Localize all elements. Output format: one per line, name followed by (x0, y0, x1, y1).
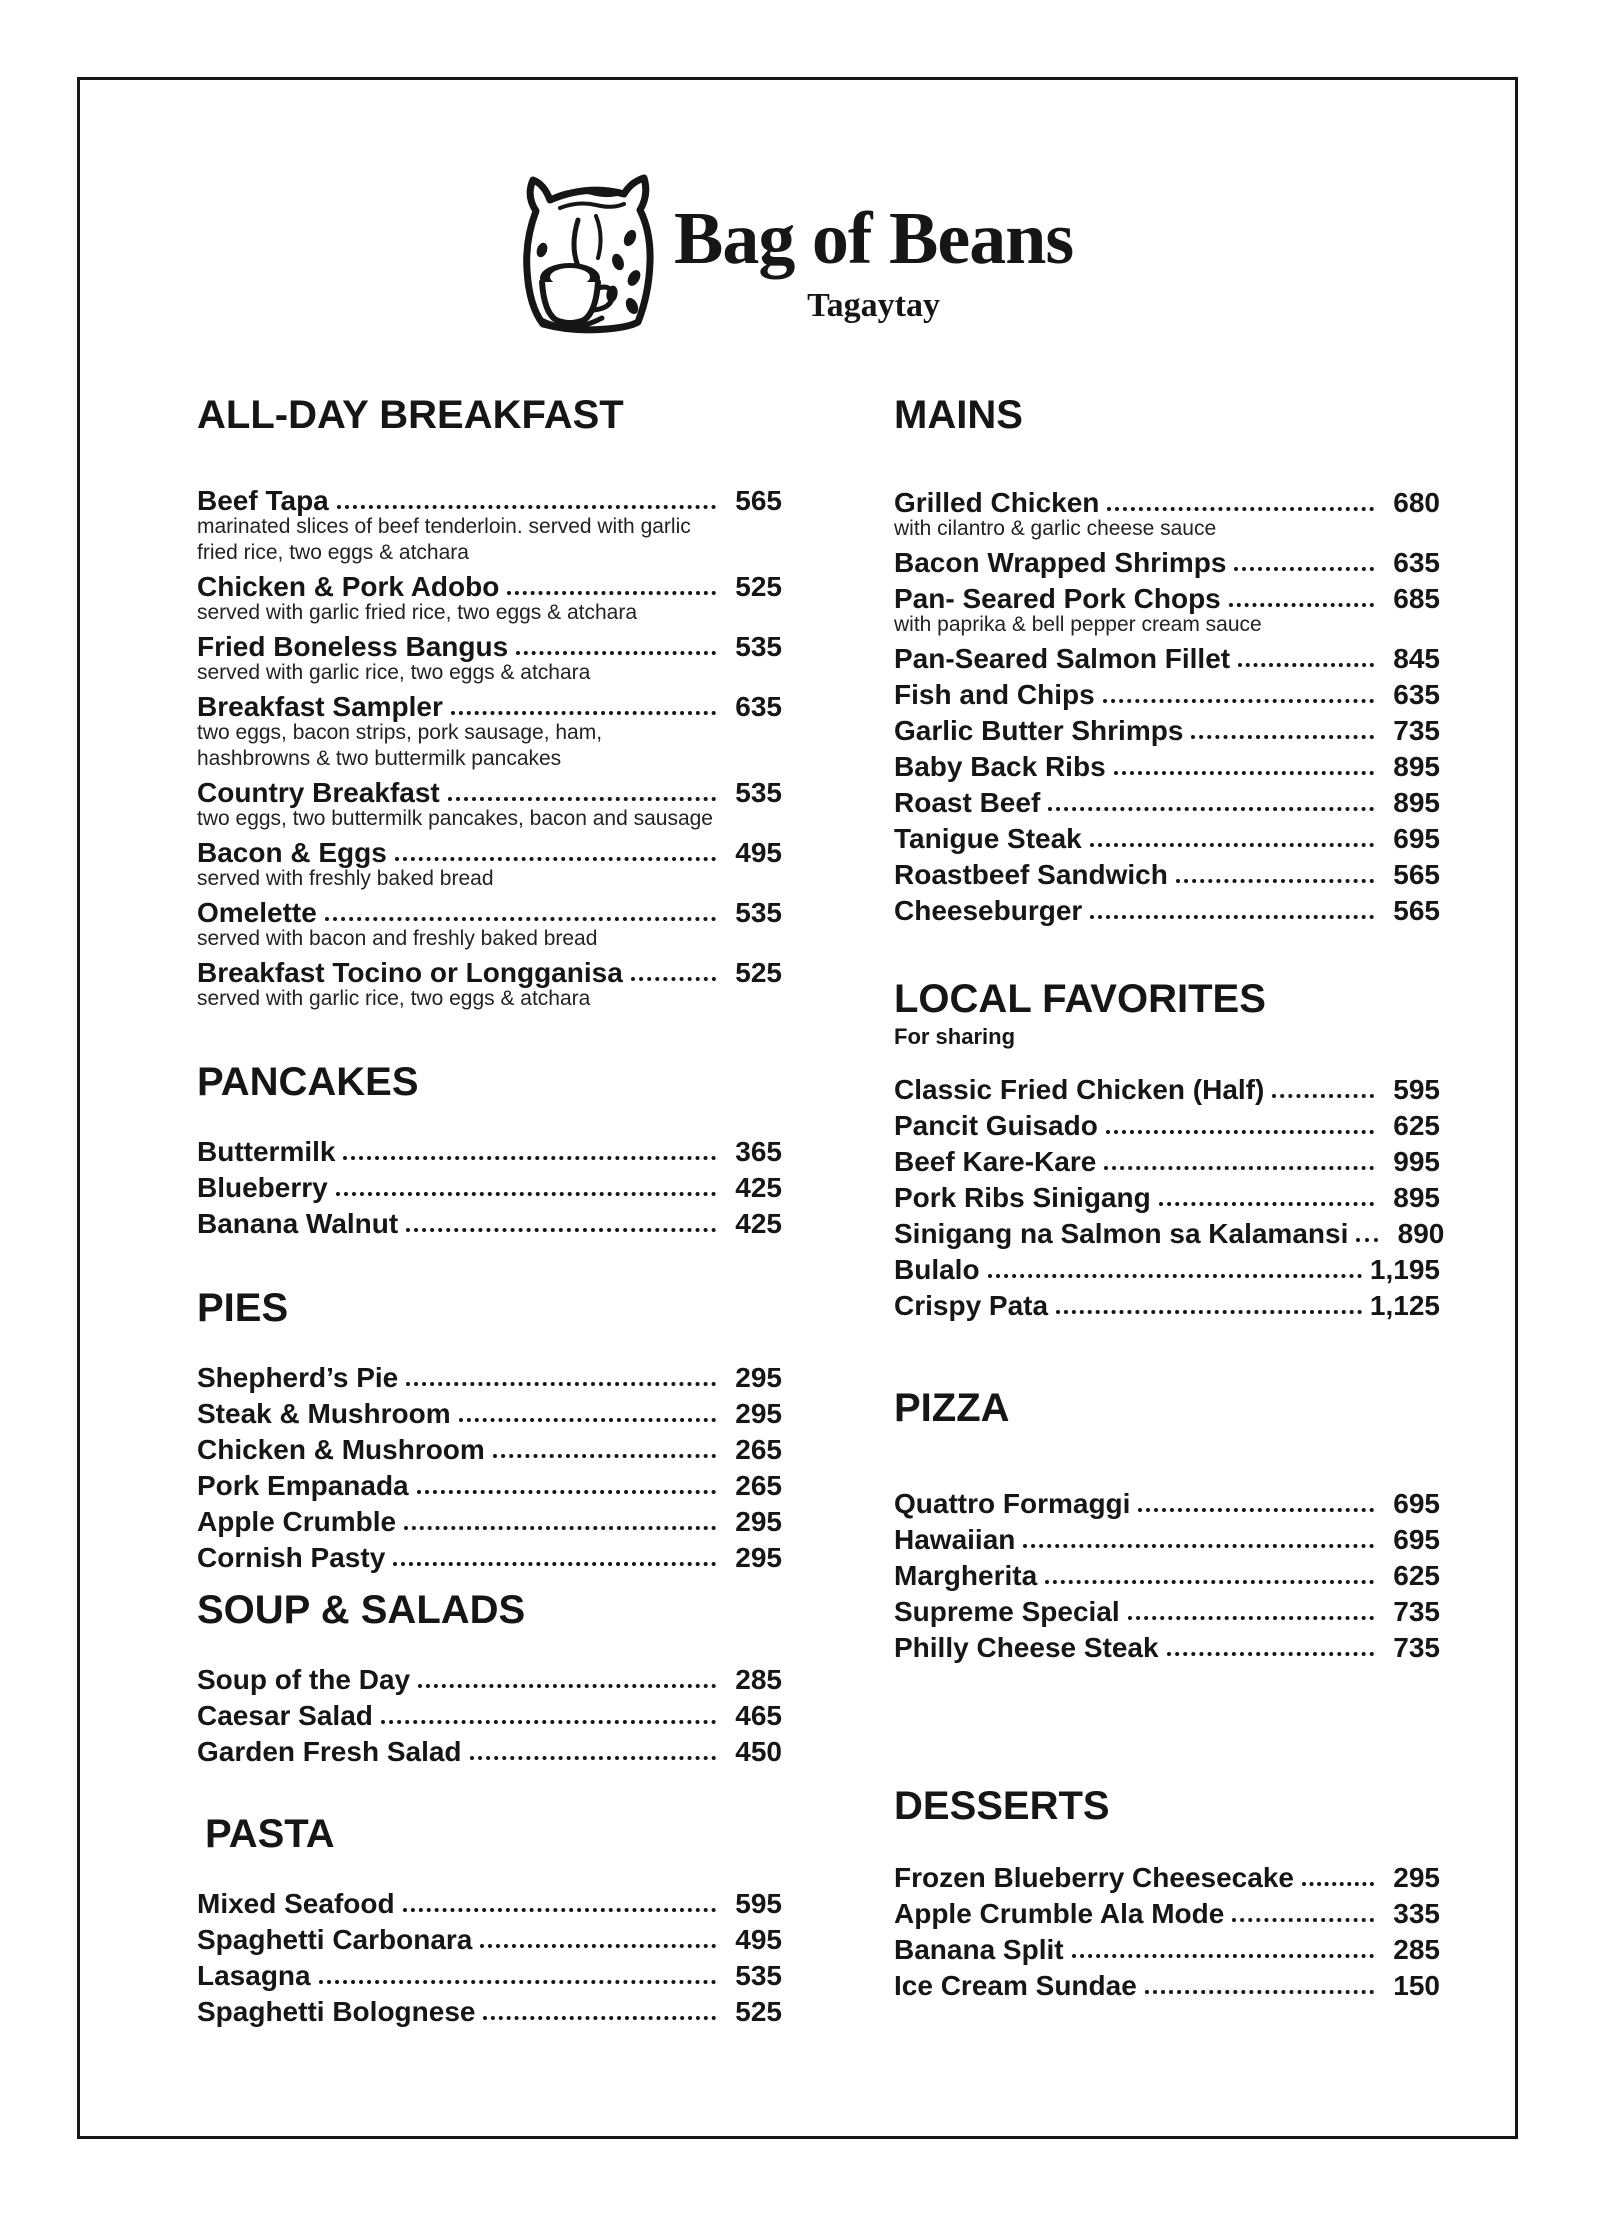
item-price: 535 (735, 897, 782, 928)
item-price: 265 (735, 1434, 782, 1465)
item-name: Cornish Pasty (197, 1542, 386, 1573)
dotted-leader (1145, 1990, 1374, 1994)
menu-item (894, 1252, 1440, 1288)
menu-item (197, 895, 782, 952)
menu-item-row (894, 1594, 1440, 1630)
menu-item (197, 1170, 782, 1206)
menu-item-row (197, 1886, 782, 1922)
dotted-leader (1104, 1166, 1374, 1170)
item-price: 285 (1393, 1934, 1440, 1965)
item-price: 285 (735, 1664, 782, 1695)
menu-item-row (197, 1698, 782, 1734)
menu-item-row (894, 545, 1440, 581)
section-title: SOUP & SALADS (197, 1588, 526, 1632)
item-name: Spaghetti Bolognese (197, 1996, 476, 2027)
item-name: Banana Walnut (197, 1208, 399, 1239)
menu-item-row (894, 1522, 1440, 1558)
dotted-leader (451, 711, 716, 715)
item-price: 565 (1393, 859, 1440, 890)
item-price: 895 (1393, 1182, 1440, 1213)
dotted-leader (483, 2016, 716, 2020)
item-name: Chicken & Mushroom (197, 1434, 485, 1465)
dotted-leader (631, 977, 716, 981)
menu-item-row (197, 1432, 782, 1468)
item-price: 845 (1393, 643, 1440, 674)
item-price: 295 (735, 1542, 782, 1573)
section-all-day-breakfast (197, 393, 782, 1012)
item-name: Roastbeef Sandwich (894, 859, 1168, 890)
menu-item (197, 689, 782, 772)
section-title: PANCAKES (197, 1060, 419, 1104)
menu-item (894, 1968, 1440, 2004)
section-title: MAINS (894, 393, 1023, 437)
menu-item (197, 1922, 782, 1958)
item-name: Tanigue Steak (894, 823, 1082, 854)
menu-item (894, 749, 1440, 785)
item-price: 265 (735, 1470, 782, 1501)
menu-item (197, 835, 782, 892)
section-items (197, 483, 782, 1012)
menu-item (894, 1288, 1440, 1324)
section-pies (197, 1286, 782, 1576)
menu-item (894, 1216, 1445, 1252)
item-name: Bacon Wrapped Shrimps (894, 547, 1227, 578)
item-name: Mixed Seafood (197, 1888, 395, 1919)
item-description: with cilantro & garlic cheese sauce (894, 517, 1217, 540)
menu-item (894, 1594, 1440, 1630)
section-items (894, 1860, 1440, 2004)
dotted-leader (1302, 1882, 1374, 1886)
menu-item (197, 1432, 782, 1468)
menu-item (894, 1108, 1440, 1144)
item-price: 295 (735, 1506, 782, 1537)
item-price: 595 (1393, 1074, 1440, 1105)
dotted-leader (1090, 843, 1374, 847)
menu-item (197, 1662, 782, 1698)
item-price: 625 (1393, 1110, 1440, 1141)
menu-item (197, 1994, 782, 2030)
section-items (894, 1072, 1445, 1324)
menu-item (894, 785, 1440, 821)
menu-item-row (197, 1734, 782, 1770)
menu-item-row (894, 1968, 1440, 2004)
item-name: Grilled Chicken (894, 487, 1100, 518)
menu-item (197, 1396, 782, 1432)
menu-item-row (894, 677, 1440, 713)
menu-item (197, 1698, 782, 1734)
menu-item (894, 1072, 1440, 1108)
menu-item (894, 893, 1440, 929)
dotted-leader (516, 651, 716, 655)
dotted-leader (1232, 1918, 1374, 1922)
item-name: Country Breakfast (197, 777, 440, 808)
dotted-leader (406, 1228, 716, 1232)
menu-item-row (894, 641, 1440, 677)
menu-item (894, 1932, 1440, 1968)
menu-item (894, 545, 1440, 581)
menu-item (894, 641, 1440, 677)
item-price: 535 (735, 1960, 782, 1991)
menu-item-row (894, 1896, 1440, 1932)
menu-item-row (894, 1932, 1440, 1968)
item-name: Hawaiian (894, 1524, 1016, 1555)
menu-item-row (894, 713, 1440, 749)
menu-item (894, 1522, 1440, 1558)
menu-item (197, 1734, 782, 1770)
item-price: 695 (1393, 1524, 1440, 1555)
dotted-leader (1045, 1580, 1374, 1584)
menu-item (894, 1896, 1440, 1932)
dotted-leader (1138, 1508, 1374, 1512)
item-price: 535 (735, 631, 782, 662)
item-price: 365 (735, 1136, 782, 1167)
dotted-leader (448, 797, 716, 801)
item-name: Beef Kare-Kare (894, 1146, 1097, 1177)
menu-item (894, 1558, 1440, 1594)
menu-item-row (894, 1180, 1440, 1216)
dotted-leader (404, 1526, 716, 1530)
item-price: 425 (735, 1208, 782, 1239)
dotted-leader (417, 1490, 716, 1494)
menu-item (197, 1360, 782, 1396)
item-name: Buttermilk (197, 1136, 336, 1167)
item-name: Bacon & Eggs (197, 837, 387, 868)
menu-item-row (197, 1396, 782, 1432)
section-title: PIZZA (894, 1386, 1010, 1430)
dotted-leader (418, 1684, 716, 1688)
item-name: Sinigang na Salmon sa Kalamansi (894, 1218, 1349, 1249)
menu-item (894, 857, 1440, 893)
menu-item-row (197, 1468, 782, 1504)
dotted-leader (1356, 1238, 1378, 1242)
dotted-leader (1167, 1652, 1374, 1656)
dotted-leader (1023, 1544, 1374, 1548)
item-name: Apple Crumble (197, 1506, 397, 1537)
dotted-leader (459, 1418, 716, 1422)
item-name: Crispy Pata (894, 1290, 1049, 1321)
item-price: 595 (735, 1888, 782, 1919)
section-title: LOCAL FAVORITES (894, 977, 1266, 1021)
item-name: Philly Cheese Steak (894, 1632, 1159, 1663)
menu-item-row (197, 1662, 782, 1698)
item-description: served with bacon and freshly baked bread (197, 927, 598, 950)
dotted-leader (1114, 771, 1374, 775)
dotted-leader (1090, 915, 1374, 919)
item-price: 1,125 (1369, 1290, 1440, 1321)
menu-item-row (894, 785, 1440, 821)
section-pancakes (197, 1060, 782, 1242)
item-price: 995 (1393, 1146, 1440, 1177)
dotted-leader (1234, 567, 1374, 571)
dotted-leader (1191, 735, 1374, 739)
dotted-leader (988, 1274, 1362, 1278)
section-pasta (197, 1812, 782, 2030)
menu-item (894, 1486, 1440, 1522)
menu-item (197, 1958, 782, 1994)
menu-item (894, 1860, 1440, 1896)
item-price: 895 (1393, 751, 1440, 782)
dotted-leader (343, 1156, 716, 1160)
section-soup-salads (197, 1588, 782, 1770)
item-price: 695 (1393, 1488, 1440, 1519)
item-name: Cheeseburger (894, 895, 1083, 926)
dotted-leader (1107, 507, 1374, 511)
item-name: Beef Tapa (197, 485, 329, 516)
menu-item-row (197, 1958, 782, 1994)
menu-item (894, 581, 1440, 638)
item-name: Breakfast Sampler (197, 691, 443, 722)
menu-item-row (894, 1144, 1440, 1180)
menu-item-row (894, 1216, 1445, 1252)
section-items (894, 485, 1440, 929)
dotted-leader (1238, 663, 1374, 667)
menu-item (197, 483, 782, 566)
menu-item (197, 1504, 782, 1540)
item-price: 335 (1393, 1898, 1440, 1929)
item-price: 525 (735, 1996, 782, 2027)
item-name: Bulalo (894, 1254, 980, 1285)
menu-item (197, 775, 782, 832)
brand-block (674, 198, 1073, 325)
section-pizza (894, 1386, 1440, 1666)
section-items (197, 1662, 782, 1770)
menu-column-right (894, 393, 1445, 2004)
item-price: 635 (1393, 679, 1440, 710)
dotted-leader (1128, 1616, 1374, 1620)
section-title: PIES (197, 1286, 289, 1330)
item-price: 525 (735, 571, 782, 602)
item-price: 635 (1393, 547, 1440, 578)
item-name: Baby Back Ribs (894, 751, 1106, 782)
menu-item-row (894, 1288, 1440, 1324)
menu-item (197, 1468, 782, 1504)
menu-item (197, 1886, 782, 1922)
dotted-leader (1056, 1310, 1362, 1314)
menu-item (197, 955, 782, 1012)
item-description: served with garlic fried rice, two eggs & atchara (197, 601, 638, 624)
menu-item (197, 1134, 782, 1170)
item-name: Pork Empanada (197, 1470, 409, 1501)
item-description: two eggs, bacon strips, pork sausage, ham, hashbrowns & two buttermilk pancakes (197, 721, 603, 770)
menu-item-row (894, 1252, 1440, 1288)
item-name: Breakfast Tocino or Longganisa (197, 957, 623, 988)
dotted-leader (480, 1944, 716, 1948)
dotted-leader (493, 1454, 716, 1458)
menu-item-row (197, 1170, 782, 1206)
item-description: served with garlic rice, two eggs & atchara (197, 987, 591, 1010)
menu-item (894, 821, 1440, 857)
menu-item-row (894, 893, 1440, 929)
item-name: Banana Split (894, 1934, 1064, 1965)
section-title: PASTA (205, 1812, 335, 1856)
item-price: 295 (735, 1398, 782, 1429)
item-price: 735 (1393, 715, 1440, 746)
dotted-leader (1159, 1202, 1374, 1206)
item-price: 150 (1393, 1970, 1440, 2001)
item-price: 565 (735, 485, 782, 516)
menu-item-row (894, 1630, 1440, 1666)
dotted-leader (1072, 1954, 1374, 1958)
dotted-leader (406, 1382, 716, 1386)
item-price: 565 (1393, 895, 1440, 926)
menu-item-row (894, 749, 1440, 785)
menu-item-row (894, 1072, 1440, 1108)
section-items (197, 1360, 782, 1576)
item-name: Roast Beef (894, 787, 1041, 818)
item-name: Garlic Butter Shrimps (894, 715, 1184, 746)
item-price: 635 (735, 691, 782, 722)
item-price: 465 (735, 1700, 782, 1731)
item-name: Blueberry (197, 1172, 328, 1203)
menu-item-row (894, 857, 1440, 893)
section-title: DESSERTS (894, 1784, 1110, 1828)
dotted-leader (381, 1720, 716, 1724)
section-items (894, 1486, 1440, 1666)
item-name: Lasagna (197, 1960, 311, 1991)
section-local-favorites (894, 977, 1445, 1324)
item-name: Apple Crumble Ala Mode (894, 1898, 1225, 1929)
item-name: Shepherd’s Pie (197, 1362, 399, 1393)
item-price: 685 (1393, 583, 1440, 614)
menu-item-row (894, 821, 1440, 857)
menu-item (894, 485, 1440, 542)
menu-item (894, 1144, 1440, 1180)
section-items (197, 1134, 782, 1242)
item-name: Steak & Mushroom (197, 1398, 451, 1429)
menu-item (197, 569, 782, 626)
item-name: Pancit Guisado (894, 1110, 1098, 1141)
item-name: Classic Fried Chicken (Half) (894, 1074, 1265, 1105)
item-price: 425 (735, 1172, 782, 1203)
item-name: Pan- Seared Pork Chops (894, 583, 1221, 614)
menu-item-row (197, 1504, 782, 1540)
brand-location: Tagaytay (807, 286, 941, 324)
dotted-leader (1106, 1130, 1374, 1134)
item-name: Supreme Special (894, 1596, 1120, 1627)
item-name: Pan-Seared Salmon Fillet (894, 643, 1231, 674)
menu-item (197, 1540, 782, 1576)
menu-item-row (197, 1360, 782, 1396)
item-description: two eggs, two buttermilk pancakes, bacon and sausage (197, 807, 713, 830)
section-mains (894, 393, 1440, 929)
item-price: 450 (735, 1736, 782, 1767)
item-description: with paprika & bell pepper cream sauce (894, 613, 1262, 636)
dotted-leader (336, 1192, 716, 1196)
menu-item (894, 1180, 1440, 1216)
item-price: 895 (1393, 787, 1440, 818)
brand-name: Bag of Beans (674, 198, 1074, 280)
dotted-leader (470, 1756, 716, 1760)
section-items (197, 1886, 782, 2030)
item-price: 495 (735, 1924, 782, 1955)
item-name: Garden Fresh Salad (197, 1736, 462, 1767)
coffee-sack-logo-icon (512, 166, 664, 341)
item-price: 535 (735, 777, 782, 808)
menu-item-row (894, 1108, 1440, 1144)
item-price: 695 (1393, 823, 1440, 854)
item-price: 625 (1393, 1560, 1440, 1591)
item-price: 735 (1393, 1596, 1440, 1627)
section-title: ALL-DAY BREAKFAST (197, 393, 624, 437)
dotted-leader (393, 1562, 716, 1566)
dotted-leader (1048, 807, 1374, 811)
item-name: Fried Boneless Bangus (197, 631, 509, 662)
menu-item-row (197, 1206, 782, 1242)
section-desserts (894, 1784, 1440, 2004)
item-name: Chicken & Pork Adobo (197, 571, 500, 602)
item-name: Frozen Blueberry Cheesecake (894, 1862, 1294, 1893)
section-subtitle: For sharing (894, 1024, 1016, 1049)
dotted-leader (395, 857, 716, 861)
menu-item (197, 629, 782, 686)
dotted-leader (1272, 1094, 1374, 1098)
item-name: Fish and Chips (894, 679, 1095, 710)
dotted-leader (319, 1980, 716, 1984)
item-price: 890 (1397, 1218, 1445, 1249)
item-description: served with freshly baked bread (197, 867, 494, 890)
menu-item (894, 677, 1440, 713)
dotted-leader (1229, 603, 1374, 607)
menu-item-row (197, 1922, 782, 1958)
dotted-leader (325, 917, 716, 921)
menu-item-row (894, 1486, 1440, 1522)
menu-column-left (197, 393, 782, 2030)
item-price: 1,195 (1369, 1254, 1440, 1285)
item-name: Pork Ribs Sinigang (894, 1182, 1151, 1213)
dotted-leader (1176, 879, 1374, 883)
menu-item-row (197, 1540, 782, 1576)
menu-item-row (894, 1558, 1440, 1594)
item-name: Margherita (894, 1560, 1038, 1591)
item-price: 735 (1393, 1632, 1440, 1663)
menu-item (894, 1630, 1440, 1666)
item-name: Soup of the Day (197, 1664, 411, 1695)
dotted-leader (1103, 699, 1374, 703)
menu-item (197, 1206, 782, 1242)
item-name: Quattro Formaggi (894, 1488, 1131, 1519)
item-price: 495 (735, 837, 782, 868)
dotted-leader (403, 1908, 716, 1912)
dotted-leader (337, 505, 716, 509)
dotted-leader (507, 591, 716, 595)
item-price: 295 (1393, 1862, 1440, 1893)
item-price: 680 (1393, 487, 1440, 518)
menu-item (894, 713, 1440, 749)
item-name: Spaghetti Carbonara (197, 1924, 473, 1955)
item-name: Omelette (197, 897, 317, 928)
logo-header (512, 166, 1073, 341)
item-description: marinated slices of beef tenderloin. served with garlic fried rice, two eggs & atchara (197, 515, 691, 564)
item-description: served with garlic rice, two eggs & atchara (197, 661, 591, 684)
menu-item-row (894, 1860, 1440, 1896)
item-price: 525 (735, 957, 782, 988)
item-name: Ice Cream Sundae (894, 1970, 1137, 2001)
item-price: 295 (735, 1362, 782, 1393)
item-name: Caesar Salad (197, 1700, 373, 1731)
menu-item-row (197, 1134, 782, 1170)
menu-item-row (197, 1994, 782, 2030)
